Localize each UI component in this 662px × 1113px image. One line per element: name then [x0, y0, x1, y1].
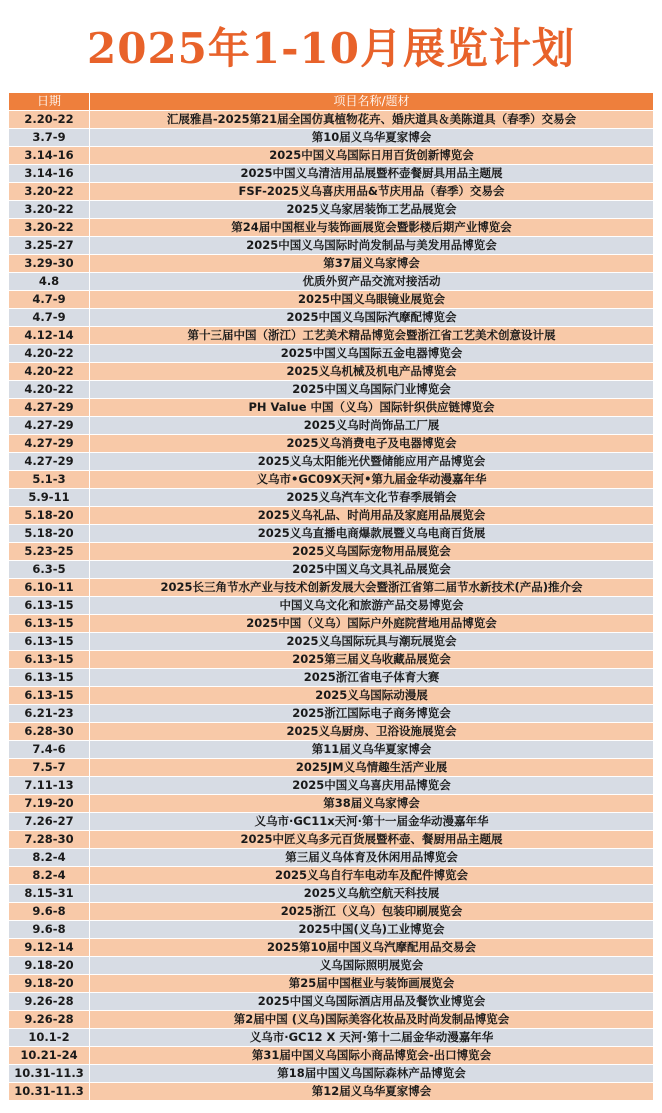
row-date: 6.21-23 [9, 705, 90, 723]
row-date: 4.8 [9, 273, 90, 291]
row-date: 6.13-15 [9, 651, 90, 669]
row-project-name: 第10届义乌华夏家博会 [90, 129, 654, 147]
row-date: 3.20-22 [9, 201, 90, 219]
table-row [9, 705, 654, 723]
row-date: 7.26-27 [9, 813, 90, 831]
row-date: 8.2-4 [9, 867, 90, 885]
table-row [9, 147, 654, 165]
row-project-name: 2025义乌机械及机电产品博览会 [90, 363, 654, 381]
table-row [9, 1011, 654, 1029]
row-project-name: 2025中国（义乌）国际户外庭院营地用品博览会 [90, 615, 654, 633]
table-row [9, 1065, 654, 1083]
row-project-name: 第三届义乌体育及休闲用品博览会 [90, 849, 654, 867]
row-date: 5.1-3 [9, 471, 90, 489]
row-project-name: 第31届中国义乌国际小商品博览会-出口博览会 [90, 1047, 654, 1065]
row-date: 10.21-24 [9, 1047, 90, 1065]
row-project-name: 2025中国(义乌)工业博览会 [90, 921, 654, 939]
table-row [9, 363, 654, 381]
row-project-name: 汇展雅昌-2025第21届全国仿真植物花卉、婚庆道具＆美陈道具（春季）交易会 [90, 111, 654, 129]
table-row [9, 795, 654, 813]
table-row [9, 831, 654, 849]
header-project: 项目名称/题材 [90, 93, 654, 111]
row-date: 7.4-6 [9, 741, 90, 759]
row-date: 7.11-13 [9, 777, 90, 795]
row-project-name: 2025中国义乌国际门业博览会 [90, 381, 654, 399]
row-project-name: 2025义乌汽车文化节春季展销会 [90, 489, 654, 507]
table-row [9, 669, 654, 687]
row-date: 8.15-31 [9, 885, 90, 903]
table-row [9, 165, 654, 183]
table-row [9, 183, 654, 201]
table-row [9, 1083, 654, 1101]
row-project-name: 2025义乌自行车电动车及配件博览会 [90, 867, 654, 885]
row-date: 7.5-7 [9, 759, 90, 777]
header-date: 日期 [9, 93, 90, 111]
row-date: 9.18-20 [9, 975, 90, 993]
table-row [9, 381, 654, 399]
table-row [9, 579, 654, 597]
table-row [9, 741, 654, 759]
row-date: 4.7-9 [9, 291, 90, 309]
row-date: 3.14-16 [9, 165, 90, 183]
row-project-name: 2025义乌家居装饰工艺品展览会 [90, 201, 654, 219]
row-date: 6.28-30 [9, 723, 90, 741]
table-row [9, 507, 654, 525]
table-row [9, 219, 654, 237]
row-date: 9.6-8 [9, 921, 90, 939]
table-row [9, 633, 654, 651]
row-project-name: 2025中国义乌国际汽摩配博览会 [90, 309, 654, 327]
row-date: 5.18-20 [9, 525, 90, 543]
row-project-name: 2025中国义乌清洁用品展暨杯壶餐厨具用品主题展 [90, 165, 654, 183]
row-date: 6.13-15 [9, 669, 90, 687]
table-row [9, 957, 654, 975]
table-row [9, 525, 654, 543]
table-row [9, 867, 654, 885]
table-row [9, 111, 654, 129]
row-date: 2.20-22 [9, 111, 90, 129]
table-row [9, 759, 654, 777]
row-project-name: 2025义乌消费电子及电器博览会 [90, 435, 654, 453]
table-row [9, 273, 654, 291]
table-row [9, 849, 654, 867]
row-project-name: 优质外贸产品交流对接活动 [90, 273, 654, 291]
row-date: 4.20-22 [9, 381, 90, 399]
table-row [9, 237, 654, 255]
table-row [9, 309, 654, 327]
row-date: 6.13-15 [9, 597, 90, 615]
table-row [9, 975, 654, 993]
row-date: 10.31-11.3 [9, 1083, 90, 1101]
row-date: 9.26-28 [9, 993, 90, 1011]
row-project-name: 第37届义乌家博会 [90, 255, 654, 273]
row-project-name: 2025浙江国际电子商务博览会 [90, 705, 654, 723]
table-row [9, 471, 654, 489]
row-date: 4.27-29 [9, 435, 90, 453]
row-project-name: 2025义乌航空航天科技展 [90, 885, 654, 903]
row-date: 6.10-11 [9, 579, 90, 597]
row-date: 5.23-25 [9, 543, 90, 561]
row-date: 10.31-11.3 [9, 1065, 90, 1083]
exhibition-table [8, 92, 654, 1101]
table-row [9, 129, 654, 147]
row-date: 3.20-22 [9, 219, 90, 237]
row-project-name: 2025义乌国际宠物用品展览会 [90, 543, 654, 561]
row-project-name: FSF-2025义乌喜庆用品&节庆用品（春季）交易会 [90, 183, 654, 201]
row-date: 4.12-14 [9, 327, 90, 345]
row-date: 4.20-22 [9, 363, 90, 381]
row-date: 3.29-30 [9, 255, 90, 273]
row-date: 6.3-5 [9, 561, 90, 579]
table-row [9, 813, 654, 831]
table-row [9, 291, 654, 309]
row-project-name: 义乌国际照明展览会 [90, 957, 654, 975]
row-project-name: 2025浙江（义乌）包装印刷展览会 [90, 903, 654, 921]
row-project-name: 义乌市·GC11x天河·第十一届金华动漫嘉年华 [90, 813, 654, 831]
row-project-name: 2025中国义乌国际五金电器博览会 [90, 345, 654, 363]
table-row [9, 255, 654, 273]
row-project-name: 第2届中国 (义乌)国际美容化妆品及时尚发制品博览会 [90, 1011, 654, 1029]
row-date: 6.13-15 [9, 687, 90, 705]
row-project-name: 2025中匠义乌多元百货展暨杯壶、餐厨用品主题展 [90, 831, 654, 849]
row-project-name: 第11届义乌华夏家博会 [90, 741, 654, 759]
row-project-name: 第38届义乌家博会 [90, 795, 654, 813]
table-row [9, 687, 654, 705]
row-project-name: 第12届义乌华夏家博会 [90, 1083, 654, 1101]
row-project-name: 2025长三角节水产业与技术创新发展大会暨浙江省第二届节水新技术(产品)推介会 [90, 579, 654, 597]
row-project-name: 2025浙江省电子体育大赛 [90, 669, 654, 687]
table-row [9, 435, 654, 453]
table-row [9, 327, 654, 345]
row-project-name: 2025义乌直播电商爆款展暨义乌电商百货展 [90, 525, 654, 543]
row-date: 4.7-9 [9, 309, 90, 327]
row-date: 3.20-22 [9, 183, 90, 201]
row-project-name: 2025义乌国际玩具与潮玩展览会 [90, 633, 654, 651]
row-project-name: 2025中国义乌国际日用百货创新博览会 [90, 147, 654, 165]
table-row [9, 597, 654, 615]
row-project-name: 2025第10届中国义乌汽摩配用品交易会 [90, 939, 654, 957]
row-project-name: 2025中国义乌眼镜业展览会 [90, 291, 654, 309]
table-row [9, 993, 654, 1011]
row-project-name: 2025义乌厨房、卫浴设施展览会 [90, 723, 654, 741]
table-row [9, 921, 654, 939]
table-header-row [9, 93, 654, 111]
table-row [9, 453, 654, 471]
table-row [9, 651, 654, 669]
row-project-name: 2025义乌礼品、时尚用品及家庭用品展览会 [90, 507, 654, 525]
row-date: 9.26-28 [9, 1011, 90, 1029]
row-project-name: 2025中国义乌文具礼品展览会 [90, 561, 654, 579]
row-project-name: 2025中国义乌国际时尚发制品与美发用品博览会 [90, 237, 654, 255]
table-row [9, 723, 654, 741]
row-date: 3.14-16 [9, 147, 90, 165]
table-row [9, 903, 654, 921]
row-project-name: 2025中国义乌喜庆用品博览会 [90, 777, 654, 795]
table-row [9, 345, 654, 363]
table-row [9, 615, 654, 633]
row-project-name: 2025JM义乌情趣生活产业展 [90, 759, 654, 777]
row-date: 3.25-27 [9, 237, 90, 255]
row-date: 4.27-29 [9, 399, 90, 417]
table-row [9, 417, 654, 435]
row-date: 4.27-29 [9, 417, 90, 435]
row-project-name: 义乌市·GC12 X 天河·第十二届金华动漫嘉年华 [90, 1029, 654, 1047]
row-project-name: 第18届中国义乌国际森林产品博览会 [90, 1065, 654, 1083]
table-row [9, 1029, 654, 1047]
table-row [9, 885, 654, 903]
row-date: 9.12-14 [9, 939, 90, 957]
row-date: 3.7-9 [9, 129, 90, 147]
row-date: 4.27-29 [9, 453, 90, 471]
row-date: 4.20-22 [9, 345, 90, 363]
row-project-name: 义乌市•GC09X天河•第九届金华动漫嘉年华 [90, 471, 654, 489]
row-project-name: 2025义乌国际动漫展 [90, 687, 654, 705]
row-project-name: 第十三届中国（浙江）工艺美术精品博览会暨浙江省工艺美术创意设计展 [90, 327, 654, 345]
row-project-name: 2025义乌太阳能光伏暨储能应用产品博览会 [90, 453, 654, 471]
row-date: 9.6-8 [9, 903, 90, 921]
table-row [9, 489, 654, 507]
table-body [9, 111, 654, 1101]
row-date: 5.18-20 [9, 507, 90, 525]
table-row [9, 201, 654, 219]
row-date: 5.9-11 [9, 489, 90, 507]
table-row [9, 1047, 654, 1065]
row-project-name: 中国义乌文化和旅游产品交易博览会 [90, 597, 654, 615]
row-project-name: 2025义乌时尚饰品工厂展 [90, 417, 654, 435]
row-date: 8.2-4 [9, 849, 90, 867]
row-date: 6.13-15 [9, 615, 90, 633]
table-row [9, 777, 654, 795]
table-row [9, 543, 654, 561]
row-project-name: 第25届中国框业与装饰画展览会 [90, 975, 654, 993]
row-date: 7.28-30 [9, 831, 90, 849]
row-project-name: 2025中国义乌国际酒店用品及餐饮业博览会 [90, 993, 654, 1011]
table-row [9, 561, 654, 579]
row-date: 7.19-20 [9, 795, 90, 813]
row-project-name: 2025第三届义乌收藏品展览会 [90, 651, 654, 669]
table-row [9, 939, 654, 957]
row-project-name: PH Value 中国（义乌）国际针织供应链博览会 [90, 399, 654, 417]
table-row [9, 399, 654, 417]
row-date: 10.1-2 [9, 1029, 90, 1047]
page-title: 2025年1-10月展览计划 [87, 24, 575, 73]
row-date: 6.13-15 [9, 633, 90, 651]
row-project-name: 第24届中国框业与装饰画展览会暨影楼后期产业博览会 [90, 219, 654, 237]
row-date: 9.18-20 [9, 957, 90, 975]
